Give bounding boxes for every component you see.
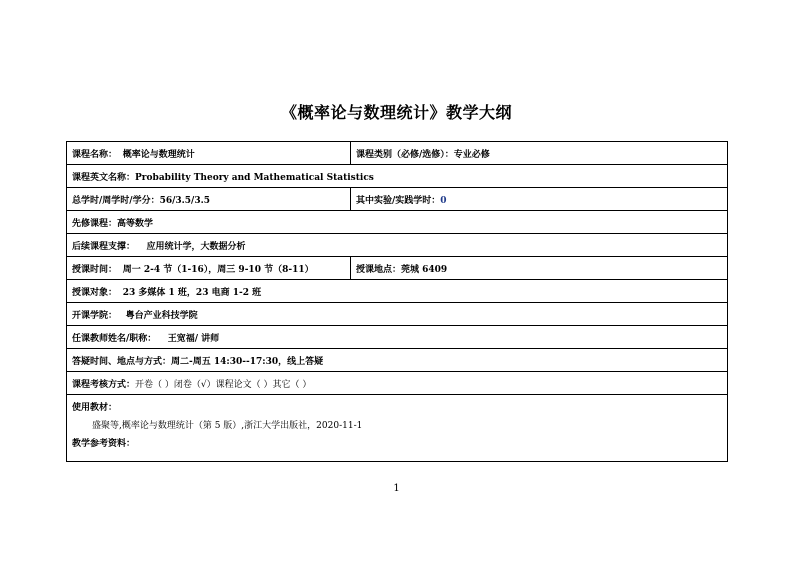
course-type-value: 专业必修	[453, 149, 490, 160]
college-value: 粤台产业科技学院	[125, 310, 198, 321]
reference-label: 教学参考资料：	[72, 439, 136, 449]
table-row	[67, 257, 728, 280]
table-row	[67, 372, 728, 395]
qa-label: 答疑时间、地点与方式：	[72, 356, 172, 367]
lab-hours-value: 0	[440, 195, 447, 206]
course-name-value: 概率论与数理统计	[122, 149, 195, 160]
syllabus-table	[66, 141, 728, 462]
time-label: 授课时间：	[72, 264, 118, 275]
students-value: 23 多媒体 1 班，23 电商 1-2 班	[122, 287, 262, 298]
college-cell	[67, 303, 728, 326]
table-row	[67, 188, 728, 211]
page-number: 1	[393, 483, 400, 494]
course-name-label: 课程名称：	[72, 149, 118, 160]
exam-cell	[67, 372, 728, 395]
course-name-cell	[67, 142, 351, 165]
table-row	[67, 211, 728, 234]
exam-value: 开卷（ ）闭卷（√）课程论文（ ）其它（ ）	[135, 379, 312, 390]
table-row	[67, 280, 728, 303]
place-value: 莞城 6409	[401, 264, 448, 275]
followup-cell	[67, 234, 728, 257]
course-type-cell	[351, 142, 728, 165]
textbook-label: 使用教材：	[72, 403, 118, 413]
teacher-value: 王宽福/ 讲师	[167, 333, 220, 344]
prereq-value: 高等数学	[117, 218, 154, 229]
english-name-label: 课程英文名称：	[72, 172, 136, 183]
exam-label: 课程考核方式：	[72, 379, 136, 390]
prereq-label: 先修课程：	[72, 218, 118, 229]
english-name-value: Probability Theory and Mathematical Statistics	[135, 172, 374, 183]
time-value: 周一 2-4 节（1-16），周三 9-10 节（8-11）	[122, 264, 314, 275]
teacher-cell	[67, 326, 728, 349]
teacher-label: 任课教师姓名/职称：	[72, 333, 157, 344]
qa-cell	[67, 349, 728, 372]
table-row	[67, 303, 728, 326]
course-type-label: 课程类别（必修/选修）：	[356, 149, 454, 160]
followup-label: 后续课程支撑：	[72, 241, 136, 252]
table-row	[67, 142, 728, 165]
lab-hours-label: 其中实验/实践学时：	[356, 195, 441, 206]
english-name-cell	[67, 165, 728, 188]
followup-value: 应用统计学，大数据分析	[146, 241, 246, 252]
textbook-cell	[67, 395, 728, 462]
hours-value: 56/3.5/3.5	[159, 195, 210, 206]
students-cell	[67, 280, 728, 303]
table-row	[67, 234, 728, 257]
page-title: 《概率论与数理统计》教学大纲	[280, 103, 512, 122]
hours-cell	[67, 188, 351, 211]
qa-value: 周二-周五 14:30--17:30，线上答疑	[171, 356, 324, 367]
time-cell	[67, 257, 351, 280]
prereq-cell	[67, 211, 728, 234]
table-row	[67, 326, 728, 349]
table-row	[67, 165, 728, 188]
table-row	[67, 349, 728, 372]
place-label: 授课地点：	[356, 264, 402, 275]
lab-hours-cell	[351, 188, 728, 211]
table-row	[67, 395, 728, 462]
place-cell	[351, 257, 728, 280]
college-label: 开课学院：	[72, 310, 118, 321]
hours-label: 总学时/周学时/学分：	[72, 195, 160, 206]
students-label: 授课对象：	[72, 287, 118, 298]
textbook-value: 盛聚等,概率论与数理统计（第 5 版）,浙江大学出版社，2020-11-1	[92, 421, 363, 431]
